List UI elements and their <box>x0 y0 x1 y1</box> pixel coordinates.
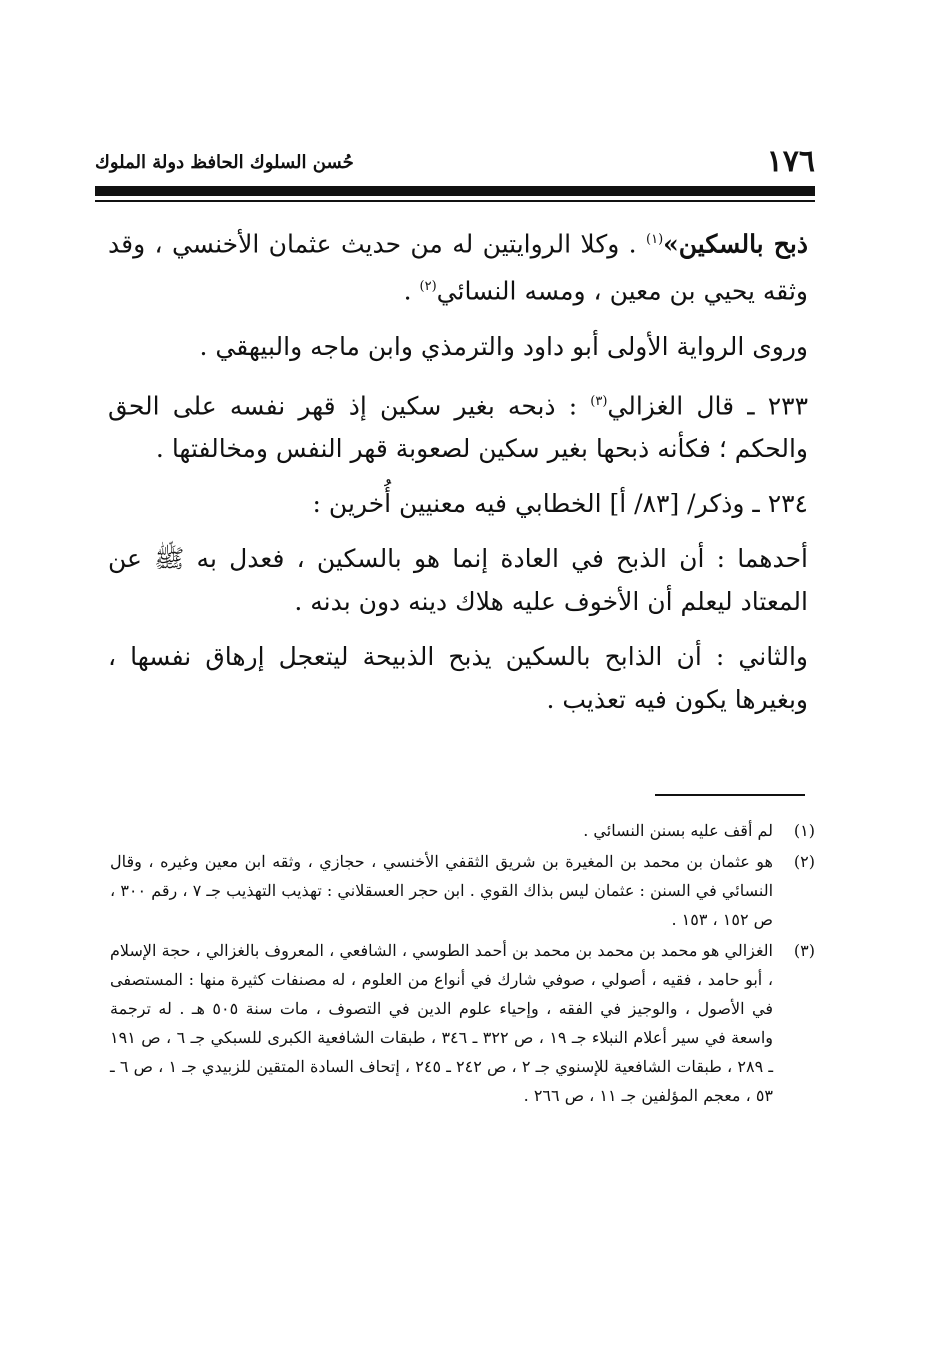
footnote <box>110 847 815 934</box>
paragraph-1 <box>108 218 808 313</box>
footnote-text: الغزالي هو محمد بن محمد بن محمد بن أحمد الطوسي ، الشافعي ، المعروف بالغزالي ، حجة الإسلام ، أبو حامد ، فقيه ، أصولي ، صوفي شارك في أنواع من العلوم ، له مصنفات كثيرة منها : المستصفى في الأصول ، والوجيز في الفقه ، وإحياء علوم الدين في التصوف ، مات سنة ٥٠٥ هـ . له ترجمة واسعة في سير أعلام النبلاء جـ ١٩ ، ص ٣٢٢ ـ ٣٤٦ ، طبقات الشافعية الكبرى للسبكي جـ ٦ ، ص ١٩١ ـ ٢٨٩ ، طبقات الشافعية للإسنوي جـ ٢ ، ص ٢٤٢ ـ ٢٤٥ ، إتحاف السادة المتقين للزبيدي جـ ١ ، ص ٦ ـ ٥٣ ، معجم المؤلفين جـ ١١ ، ص ٢٦٦ . <box>110 941 774 1105</box>
paragraph-3-start: ٢٣٣ ـ قال الغزالي <box>607 390 809 420</box>
paragraph-6: والثاني : أن الذابح بالسكين يذبح الذبيحة ليتعجل إرهاق نفسها ، وبغيرها يكون فيه تعذيب . <box>108 641 808 714</box>
footnote-ref-2: (٢) <box>419 279 437 295</box>
header-rule-thin <box>95 200 815 202</box>
paragraph-1-end: . <box>403 276 420 306</box>
footnotes <box>110 816 815 1112</box>
footnote-ref-3: (٣) <box>590 393 608 409</box>
running-title: حُسن السلوك الحافظ دولة الملوك <box>95 152 354 173</box>
footnote-text: لم أقف عليه بسنن النسائي . <box>583 821 773 840</box>
paragraph-4: ٢٣٤ ـ وذكر/ [٨٣/ أ] الخطابي فيه معنيين أُخرين : <box>312 488 808 518</box>
page-number: ١٧٦ <box>766 144 815 179</box>
footnote-number: (٣) <box>793 941 815 960</box>
page-header <box>95 142 815 182</box>
footnote-number: (٢) <box>793 852 815 871</box>
paragraph-5: أحدهما : أن الذبح في العادة إنما هو بالسكين ، فعدل به ﷺ عن المعتاد ليعلم أن الأخوف عليه هلاك دينه دون بدنه . <box>108 543 808 616</box>
footnote-text: هو عثمان بن محمد بن المغيرة بن شريق الثقفي الأخنسي ، حجازي ، وثقه ابن معين وغيره ، وقال النسائي في السنن : عثمان ليس بذاك القوي . ابن حجر العسقلاني : تهذيب التهذيب جـ ٧ ، رقم ٣٠٠ ، ص ١٥٢ ، ١٥٣ . <box>110 852 774 929</box>
footnote-separator <box>655 794 805 796</box>
footnote <box>110 816 815 845</box>
main-text <box>108 218 808 733</box>
paragraph-2: وروى الرواية الأولى أبو داود والترمذي وابن ماجه والبيهقي . <box>199 331 808 361</box>
paragraph-3-text: : ذبحه بغير سكين إذ قهر نفسه على الحق والحكم ؛ فكأنه ذبحها بغير سكين لصعوبة قهر النفس ومخالفتها . <box>108 390 808 463</box>
footnote-number: (١) <box>793 821 815 840</box>
header-rule-thick <box>95 186 815 196</box>
bold-quote: ذبح بالسكين» <box>663 229 808 259</box>
footnote <box>110 936 815 1110</box>
paragraph-3 <box>108 380 808 470</box>
paragraph-1-text: . وكلا الروايتين له من حديث عثمان الأخنسي ، وقد وثقه يحيي بن معين ، ومسه النسائي <box>108 229 808 306</box>
footnote-ref-1: (١) <box>646 232 664 247</box>
